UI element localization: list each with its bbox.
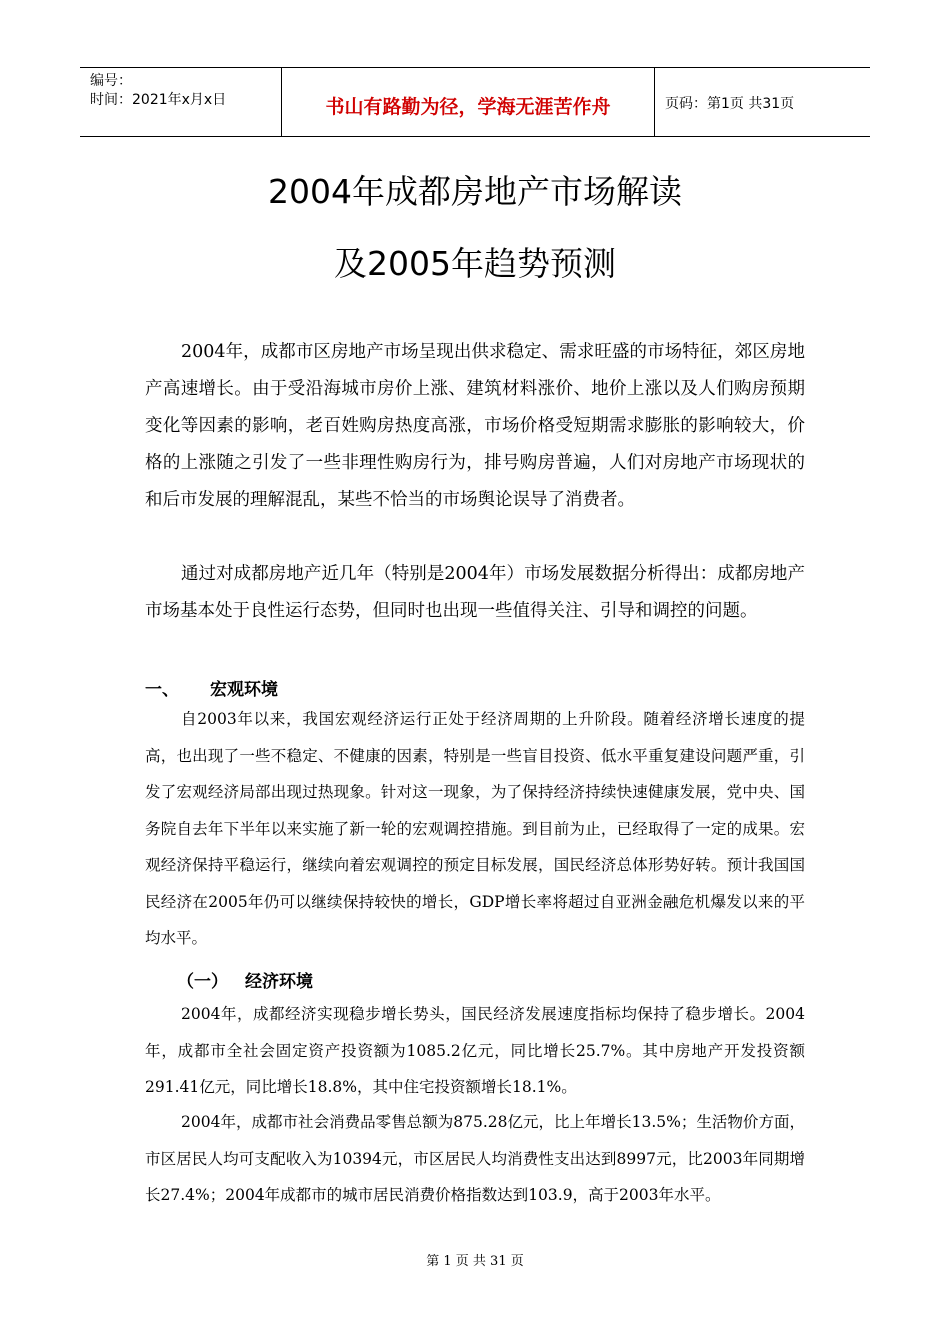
- economy-paragraph-2: 2004年，成都市社会消费品零售总额为875.28亿元，比上年增长13.5%；生活物价方面，市区居民人均可支配收入为10394元，市区居民人均消费性支出达到8997元，比2003年同期增长27.4%；2004年成都市的城市居民消费价格指数达到103.9，高于2003年水平。: [145, 1113, 805, 1204]
- section-1-number: 一、: [145, 680, 179, 700]
- intro-paragraph-2: 通过对成都房地产近几年（特别是2004年）市场发展数据分析得出：成都房地产市场基本处于良性运行态势，但同时也出现一些值得关注、引导和调控的问题。: [145, 564, 805, 621]
- document-number-label: 编号：: [90, 73, 132, 89]
- economy-paragraph-1: 2004年，成都经济实现稳步增长势头，国民经济发展速度指标均保持了稳步增长。2004年，成都市全社会固定资产投资额为1085.2亿元，同比增长25.7%。其中房地产开发投资额291.41亿元，同比增长18.8%，其中住宅投资额增长18.1%。: [145, 1005, 805, 1096]
- page-title-line1: 2004年成都房地产市场解读: [268, 172, 682, 211]
- header-motto: 书山有路勤为径，学海无涯苦作舟: [325, 96, 611, 118]
- page-footer: 第 1 页 共 31 页: [426, 1254, 524, 1269]
- subsection-1-number: （一）: [177, 972, 228, 992]
- header-motto-cell: [281, 68, 655, 136]
- document-time-label: 时间：2021年x月x日: [90, 92, 227, 108]
- subsection-1-heading: 经济环境: [245, 972, 313, 992]
- document-header: [80, 67, 870, 137]
- header-page-label: 页码：第1页 共31页: [665, 96, 795, 112]
- section-1-heading: 宏观环境: [210, 680, 278, 700]
- page-title-line2: 及2005年趋势预测: [334, 244, 616, 283]
- intro-paragraph-1: 2004年，成都市区房地产市场呈现出供求稳定、需求旺盛的市场特征，郊区房地产高速增长。由于受沿海城市房价上涨、建筑材料涨价、地价上涨以及人们购房预期变化等因素的影响，老百姓购房热度高涨，市场价格受短期需求膨胀的影响较大，价格的上涨随之引发了一些非理性购房行为，排号购房普遍，人们对房地产市场现状的和后市发展的理解混乱，某些不恰当的市场舆论误导了消费者。: [145, 342, 805, 510]
- macro-paragraph: 自2003年以来，我国宏观经济运行正处于经济周期的上升阶段。随着经济增长速度的提高，也出现了一些不稳定、不健康的因素，特别是一些盲目投资、低水平重复建设问题严重，引发了宏观经济局部出现过热现象。针对这一现象，为了保持经济持续快速健康发展，党中央、国务院自去年下半年以来实施了新一轮的宏观调控措施。到目前为止，已经取得了一定的成果。宏观经济保持平稳运行，继续向着宏观调控的预定目标发展，国民经济总体形势好转。预计我国国民经济在2005年仍可以继续保持较快的增长，GDP增长率将超过自亚洲金融危机爆发以来的平均水平。: [145, 710, 805, 947]
- header-meta: [90, 72, 280, 110]
